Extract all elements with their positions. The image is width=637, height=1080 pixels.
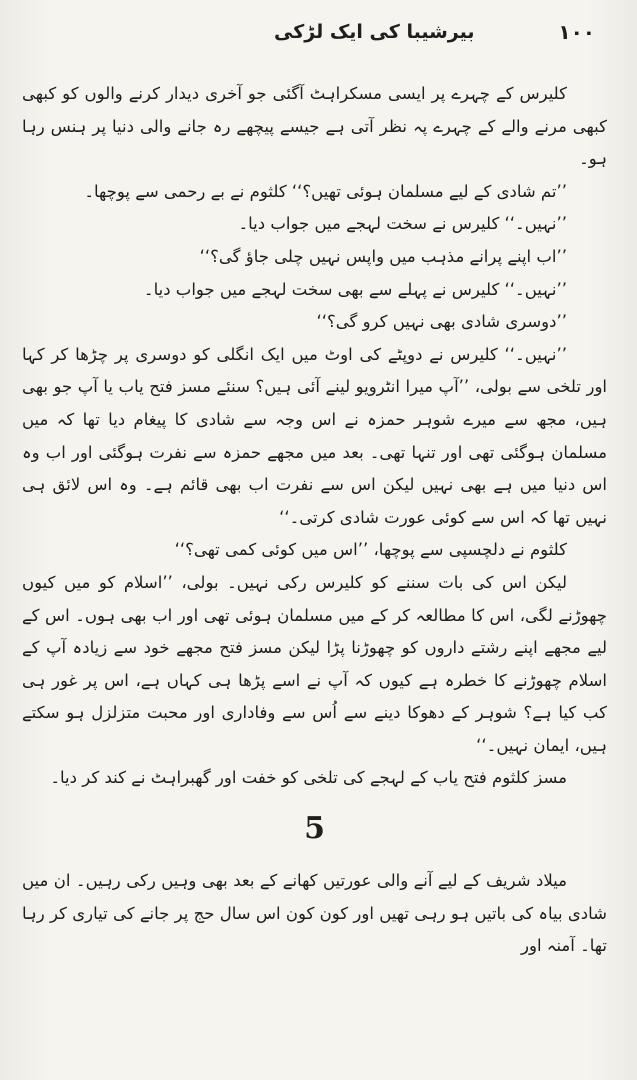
paragraph: کلیرس کے چہرے پر ایسی مسکراہٹ آگئی جو آخری دیدار کرنے والوں کو کبھی کبھی مرنے والے کے چہرے پہ نظر آتی ہے جیسے پیچھے رہ جانے والی دنیا پر ہنس رہا ہو۔	[22, 84, 607, 169]
paragraph: میلاد شریف کے لیے آنے والی عورتیں کھانے کے بعد بھی وہیں رکی رہیں۔ ان میں شادی بیاہ کی باتیں ہو رہی تھیں اور کون کون اس سال حج پر جانے کی تیاری کر رہا تھا۔ آمنہ اور	[22, 871, 607, 956]
running-header	[22, 14, 607, 50]
paragraph: ’’نہیں۔‘‘ کلیرس نے پہلے سے بھی سخت لہجے میں جواب دیا۔	[143, 279, 567, 299]
paragraph: ’’نہیں۔‘‘ کلیرس نے سخت لہجے میں جواب دیا۔	[238, 214, 567, 234]
paragraph: ’’اب اپنے پرانے مذہب میں واپس نہیں چلی جاؤ گی؟‘‘	[199, 246, 567, 266]
paragraph: کلثوم نے دلچسپی سے پوچھا، ’’اس میں کوئی کمی تھی؟‘‘	[174, 540, 567, 560]
page-number: ۱۰۰	[558, 20, 595, 44]
paragraph: لیکن اس کی بات سننے کو کلیرس رکی نہیں۔ بولی، ’’اسلام کو میں کیوں چھوڑنے لگی، اس کا مطالعہ کر کے میں مسلمان ہوئی تھی اور اب بھی ہوں۔ اس کے لیے مجھے اپنے رشتے داروں کو چھوڑنا پڑا لیکن مسز فتح مجھے خود سے زیادہ آپ کے اسلام چھوڑنے کا خطرہ ہے کیوں کہ آپ نے اسے پڑھا ہی کہاں ہے، اس پر غور ہی کب کیا ہے؟ شوہر کے دھوکا دینے سے اُس سے وفاداری اور محبت متزلزل ہو سکتے ہیں، ایمان نہیں۔‘‘	[22, 572, 607, 755]
paragraph: ’’دوسری شادی بھی نہیں کرو گی؟‘‘	[316, 312, 567, 332]
paragraph: ’’تم شادی کے لیے مسلمان ہوئی تھیں؟‘‘ کلثوم نے بے رحمی سے پوچھا۔	[84, 181, 567, 201]
paragraph: مسز کلثوم فتح یاب کے لہجے کی تلخی کو خفت اور گھبراہٹ نے کند کر دیا۔	[50, 768, 567, 788]
book-title: بیرشیبا کی ایک لڑکی	[274, 21, 475, 43]
paragraph: ’’نہیں۔‘‘ کلیرس نے دوپٹے کی اوٹ میں ایک انگلی کو دوسری پر چڑھا کر کہا اور تلخی سے بولی، ’’آپ میرا انٹرویو لینے آئی ہیں؟ سنئے مسز فتح یاب یا آپ جو بھی ہیں، مجھ سے میرے شوہر حمزہ نے اس وجہ سے شادی کا پیغام دیا تھا کہ میں مسلمان ہوگئی تھی اور تنہا تھی۔ بعد میں مجھے حمزہ سے نفرت ہوگئی اور اب وہ اس دنیا میں ہے بھی نہیں لیکن اس سے نفرت اب بھی قائم ہے۔ وہ اس لائق ہی نہیں تھا کہ اس سے کوئی عورت شادی کرتی۔‘‘	[22, 344, 607, 527]
section-number: 5	[304, 811, 325, 847]
body-text	[22, 78, 607, 963]
